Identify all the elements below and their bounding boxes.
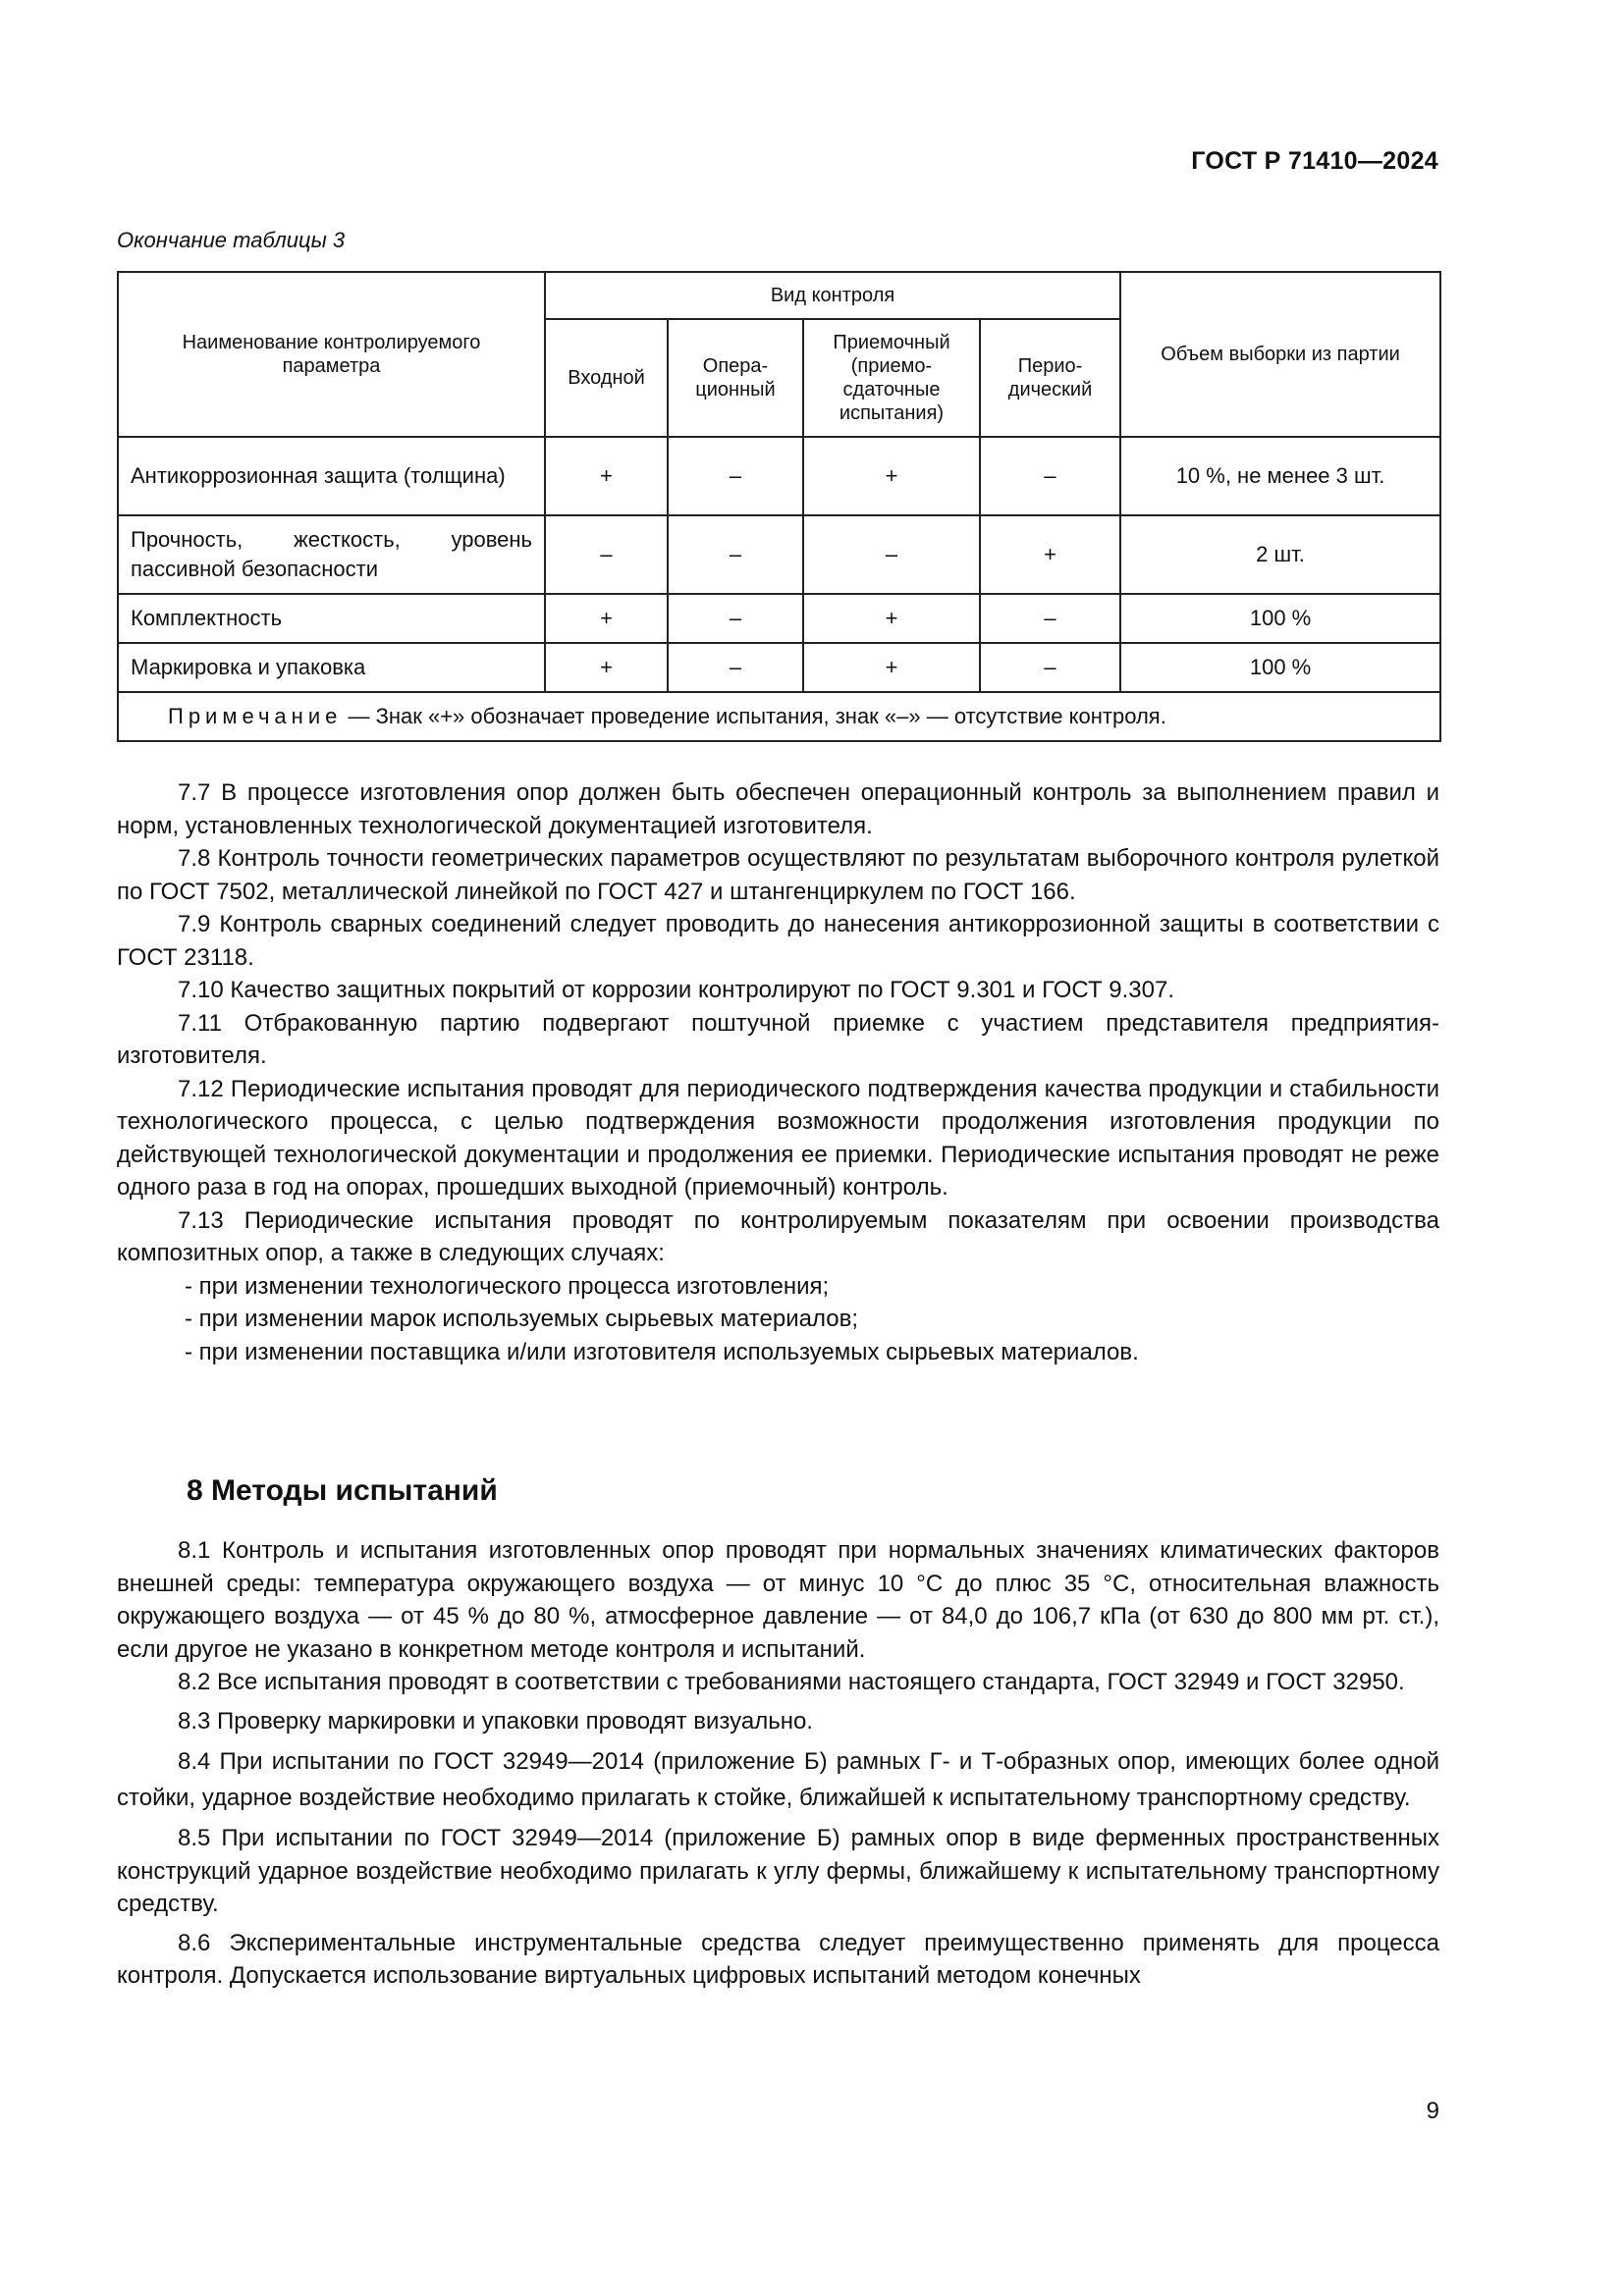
paragraph-7-13: 7.13 Периодические испытания проводят по контролируемым показателям при освоении производства композитных опор, а также в следующих случаях: [117, 1206, 1439, 1266]
row-volume: 10 %, не менее 3 шт. [1120, 437, 1440, 515]
row-entry: + [545, 437, 668, 515]
row-operational: – [668, 643, 803, 692]
paragraph-7-11: 7.11 Отбракованную партию подвергают поштучной приемке с участием представителя предприятия-изготовителя. [117, 1009, 1439, 1069]
paragraph-8-3: 8.3 Проверку маркировки и упаковки проводят визуально. [178, 1707, 813, 1735]
list-item: - при изменении технологического процесса изготовления; [185, 1272, 830, 1300]
header-periodic: Перио-дический [980, 319, 1120, 437]
row-entry: + [545, 643, 668, 692]
row-volume: 2 шт. [1120, 515, 1440, 594]
row-acceptance: + [803, 594, 980, 643]
header-acceptance: Приемочный (приемо-сдаточные испытания) [803, 319, 980, 437]
row-periodic: – [980, 437, 1120, 515]
row-operational: – [668, 594, 803, 643]
table-row [118, 515, 1440, 594]
row-periodic: + [980, 515, 1120, 594]
header-entry: Входной [545, 319, 668, 437]
row-acceptance: + [803, 643, 980, 692]
section-8-text [117, 1534, 1439, 1993]
row-periodic: – [980, 594, 1120, 643]
document-code: ГОСТ Р 71410—2024 [1191, 147, 1438, 175]
paragraph-8-1: 8.1 Контроль и испытания изготовленных опор проводят при нормальных значениях климатических факторов внешней среды: температура окружающего воздуха — от минус 10 °С до плюс 35 °С, относительная влажность окружающего воздуха — от 45 % до 80 %, атмосферное давление — от 84,0 до 106,7 кПа (от 630 до 800 мм рт. ст.), если другое не указано в конкретном методе контроля и испытаний. [117, 1537, 1439, 1663]
paragraph-7-12: 7.12 Периодические испытания проводят для периодического подтверждения качества продукции и стабильности технологического процесса, с целью подтверждения возможности продолжения изготовления продукции по действующей технологической документации и продолжения ее приемки. Периодические испытания проводят не реже одного раза в год на опорах, прошедших выходной (приемочный) контроль. [117, 1075, 1439, 1201]
list-item: - при изменении марок используемых сырьевых материалов; [185, 1306, 858, 1332]
row-volume: 100 % [1120, 643, 1440, 692]
section-8-title: 8 Методы испытаний [187, 1474, 498, 1507]
row-entry: + [545, 594, 668, 643]
paragraph-7-10: 7.10 Качество защитных покрытий от коррозии контролируют по ГОСТ 9.301 и ГОСТ 9.307. [178, 977, 1175, 1003]
row-param: Прочность, жесткость, уровень пассивной безопасности [118, 515, 545, 594]
paragraph-7-7: 7.7 В процессе изготовления опор должен быть обеспечен операционный контроль за выполнением правил и норм, установленных технологической документацией изготовителя. [117, 779, 1439, 839]
row-entry: – [545, 515, 668, 594]
paragraph-7-9: 7.9 Контроль сварных соединений следует проводить до нанесения антикоррозионной защиты в соответствии с ГОСТ 23118. [117, 911, 1439, 971]
note-label: Примечание [168, 704, 343, 728]
row-param: Маркировка и упаковка [118, 643, 545, 692]
row-operational: – [668, 515, 803, 594]
header-operational: Опера-ционный [668, 319, 803, 437]
table-row [118, 643, 1440, 692]
row-param: Комплектность [118, 594, 545, 643]
paragraph-8-6: 8.6 Экспериментальные инструментальные средства следует преимущественно применять для процесса контроля. Допускается использование виртуальных цифровых испытаний методом конечных [117, 1929, 1439, 1989]
row-volume: 100 % [1120, 594, 1440, 643]
header-param: Наименование контролируемого параметра [118, 272, 545, 437]
row-acceptance: – [803, 515, 980, 594]
row-param: Антикоррозионная защита (толщина) [118, 437, 545, 515]
page-number: 9 [1426, 2098, 1439, 2124]
note-text: — Знак «+» обозначает проведение испытания, знак «–» — отсутствие контроля. [342, 704, 1166, 728]
table-note [118, 692, 1440, 741]
row-periodic: – [980, 643, 1120, 692]
row-operational: – [668, 437, 803, 515]
paragraph-8-5: 8.5 При испытании по ГОСТ 32949—2014 (приложение Б) рамных опор в виде ферменных пространственных конструкций ударное воздействие необходимо прилагать к углу фермы, ближайшему к испытательному транспортному средству. [117, 1825, 1439, 1917]
header-control-type: Вид контроля [545, 272, 1120, 319]
paragraph-8-4: 8.4 При испытании по ГОСТ 32949—2014 (приложение Б) рамных Г- и Т-образных опор, имеющих более одной стойки, ударное воздействие необходимо прилагать к стойке, ближайшей к испытательному транспортному средству. [117, 1748, 1439, 1811]
table-row [118, 594, 1440, 643]
header-sample-volume: Объем выборки из партии [1120, 272, 1440, 437]
table-row [118, 437, 1440, 515]
section-7-text [117, 776, 1439, 1368]
list-item: - при изменении поставщика и/или изготовителя используемых сырьевых материалов. [185, 1338, 1139, 1365]
paragraph-7-8: 7.8 Контроль точности геометрических параметров осуществляют по результатам выборочного контроля рулеткой по ГОСТ 7502, металлической линейкой по ГОСТ 427 и штангенциркулем по ГОСТ 166. [117, 845, 1439, 905]
control-table [117, 271, 1441, 742]
table-caption: Окончание таблицы 3 [117, 228, 346, 252]
paragraph-8-2: 8.2 Все испытания проводят в соответствии с требованиями настоящего стандарта, ГОСТ 32949 и ГОСТ 32950. [178, 1669, 1405, 1695]
row-acceptance: + [803, 437, 980, 515]
